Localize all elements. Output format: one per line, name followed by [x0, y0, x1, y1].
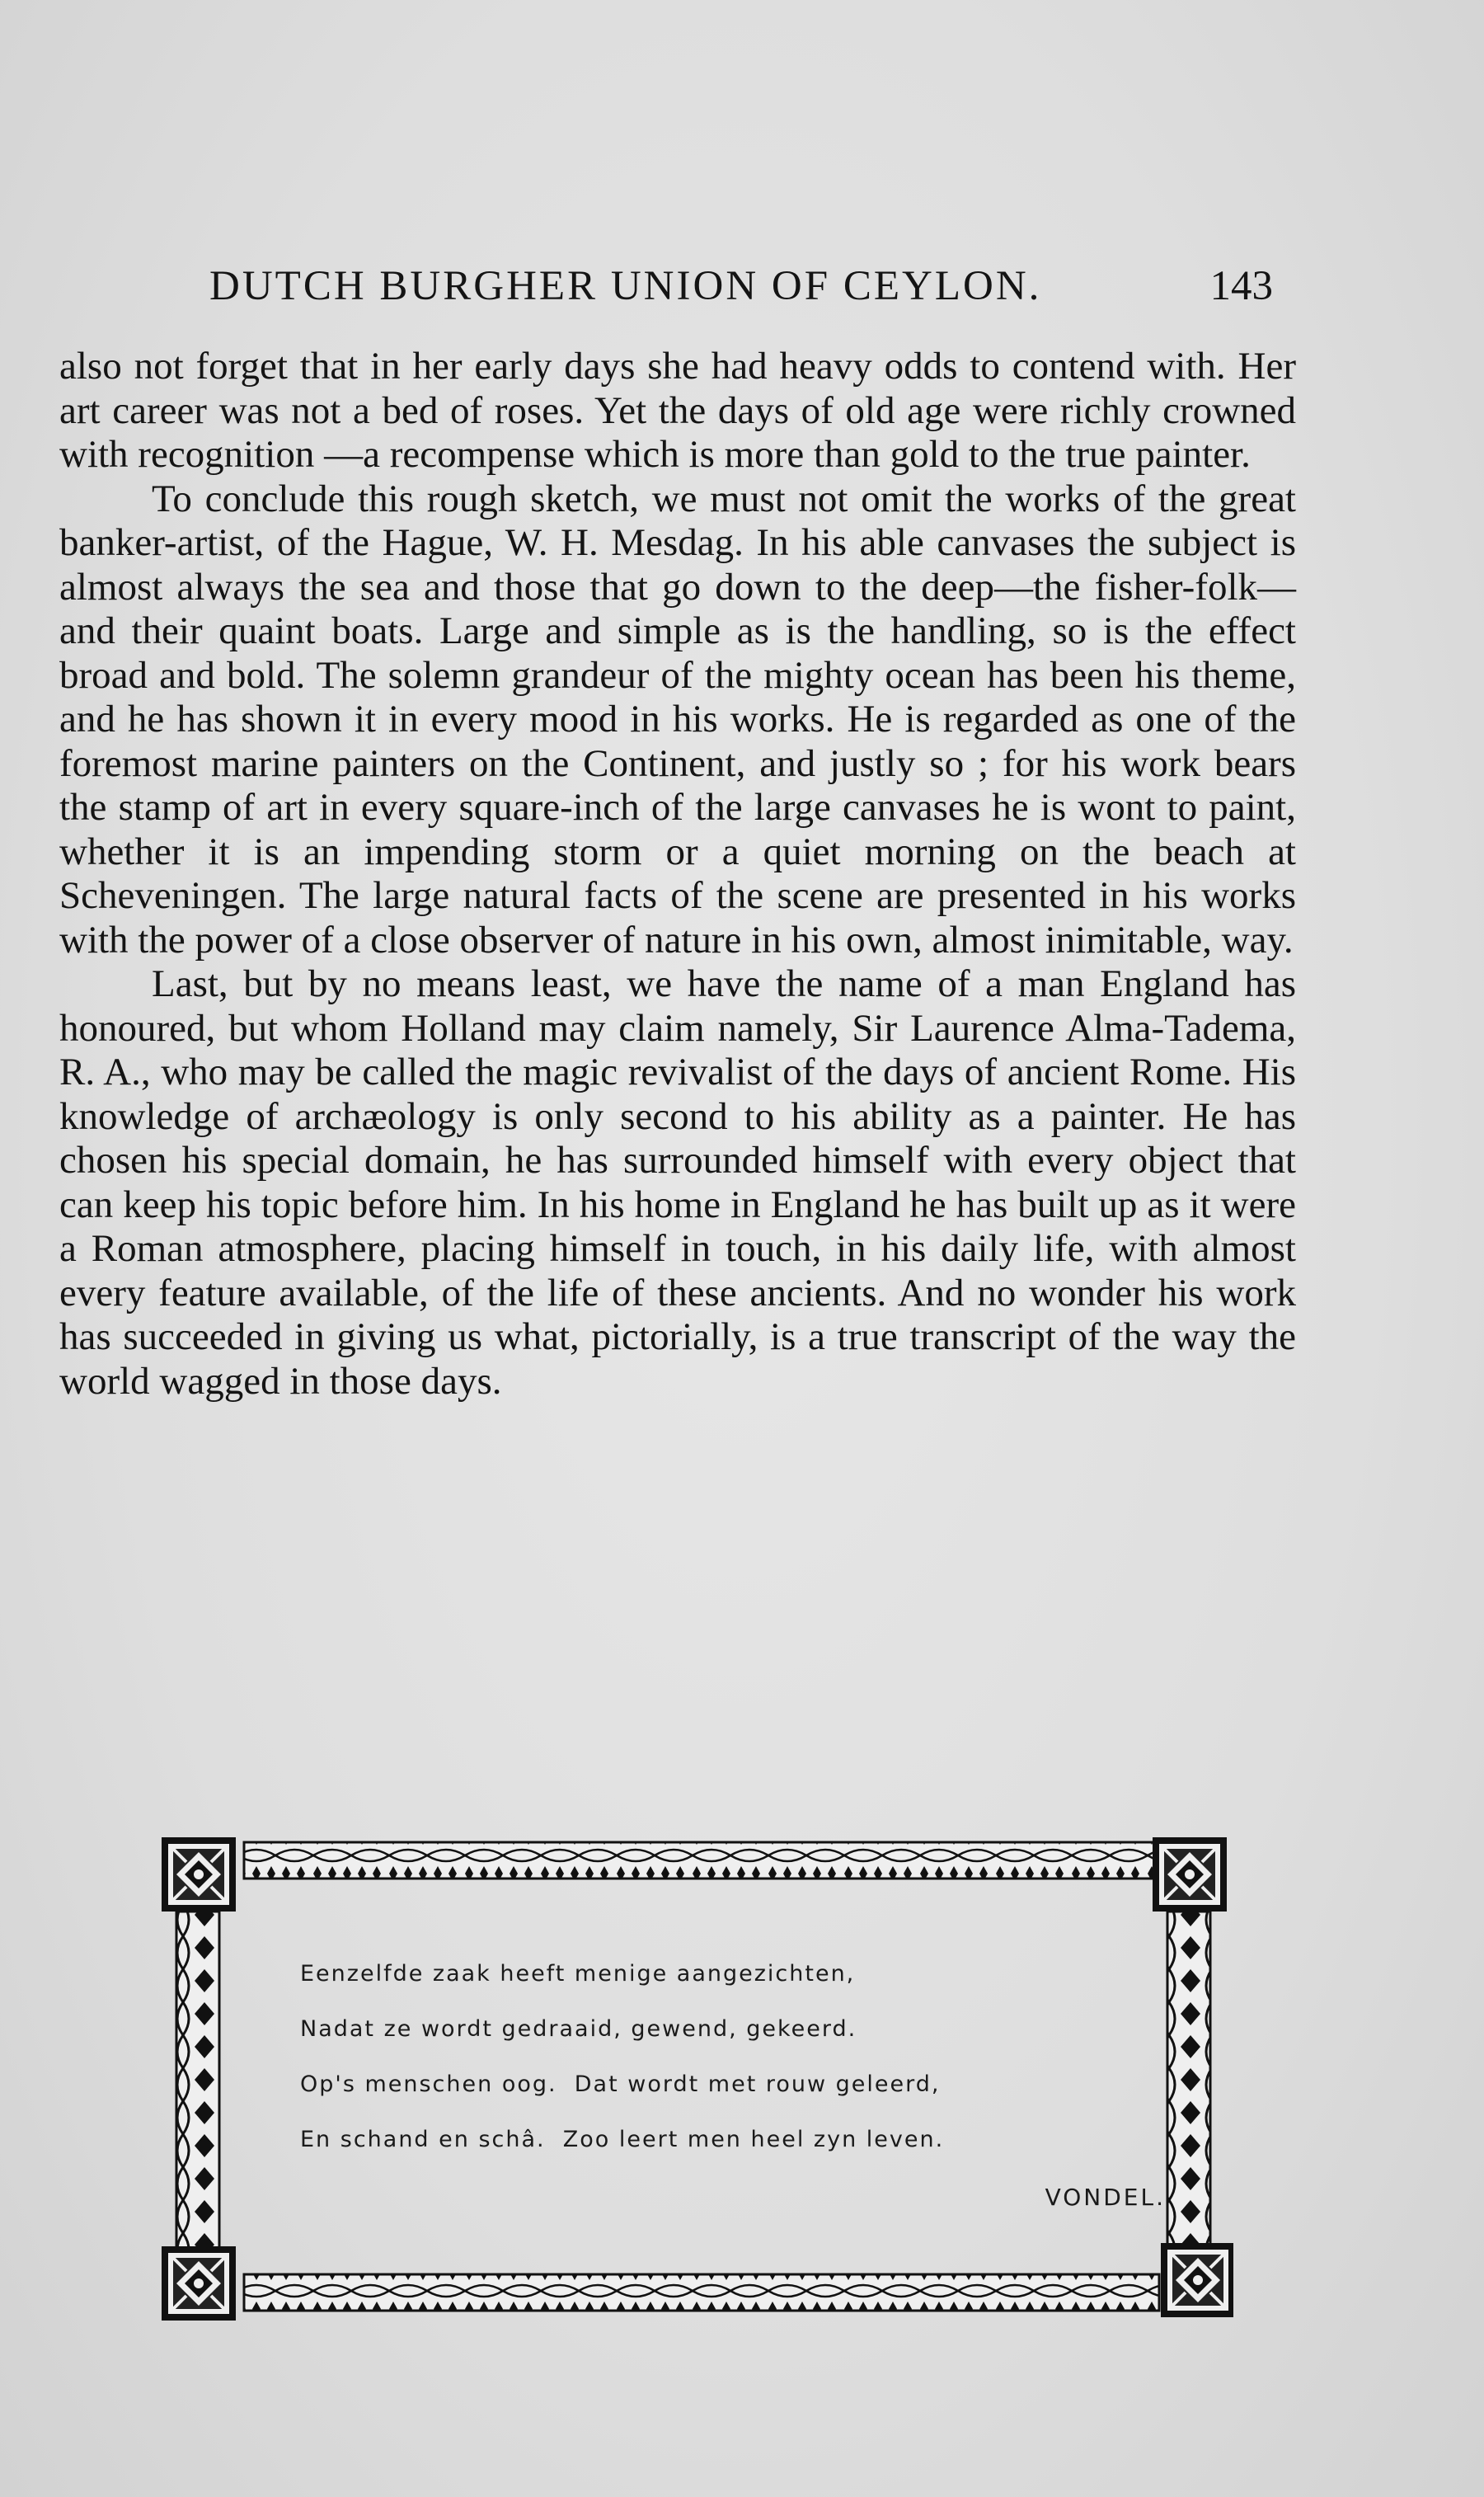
paragraph-mesdag: To conclude this rough sketch, we must not omit the works of the great banker-artist, of the Hague, W. H. Mesdag. In his able canvases the subject is almost always the sea and those that go down to the deep—the fisher-folk—and their quaint boats. Large and simple as is the handling, so is the effect broad and bold. The solemn grandeur of the mighty ocean has been his theme, and he has shown it in every mood in his works. He is regarded as one of the foremost marine painters on the Continent, and justly so ; for his work bears the stamp of art in every square-inch of the large canvases he is wont to paint, whether it is an impending storm or a quiet morning on the beach at Scheveningen. The large natural facts of the scene are presented in his works with the power of a close observer of nature in his own, almost inimitable, way.: [59, 477, 1296, 962]
poem-line: En schand en schâ. Zoo leert men heel zyn leven.: [300, 2127, 945, 2152]
poem-line: Op's menschen oog. Dat wordt met rouw geleerd,: [300, 2071, 941, 2097]
poem-line: Eenzelfde zaak heeft menige aangezichten,: [300, 1961, 856, 1987]
page-number: 143: [1209, 263, 1273, 309]
decorative-poem-frame: [162, 1837, 1233, 2322]
poem-line: Nadat ze wordt gedraaid, gewend, gekeerd.: [300, 2016, 857, 2042]
page-header: [209, 262, 1273, 312]
paragraph-continuation: also not forget that in her early days she had heavy odds to contend with. Her art career was not a bed of roses. Yet the days of old age were richly crowned with recognition —a recompense which is more than gold to the true painter.: [59, 345, 1296, 476]
body-text: [59, 345, 1296, 1404]
running-title: DUTCH BURGHER UNION OF CEYLON.: [209, 263, 1042, 309]
paragraph-alma-tadema: Last, but by no means least, we have the name of a man England has honoured, but whom Holland may claim namely, Sir Laurence Alma-Tadema, R. A., who may be called the magic revivalist of the days of ancient Rome. His knowledge of archæology is only second to his ability as a painter. He has chosen his special domain, he has surrounded himself with every object that can keep his topic before him. In his home in England he has built up as it were a Roman atmosphere, placing himself in touch, in his daily life, with almost every feature available, of the life of these ancients. And no wonder his work has succeeded in giving us what, pictorially, is a true transcript of the way the world wagged in those days.: [59, 962, 1296, 1403]
poem-author: VONDEL.: [1045, 2184, 1166, 2211]
poem: [300, 1961, 1166, 2211]
